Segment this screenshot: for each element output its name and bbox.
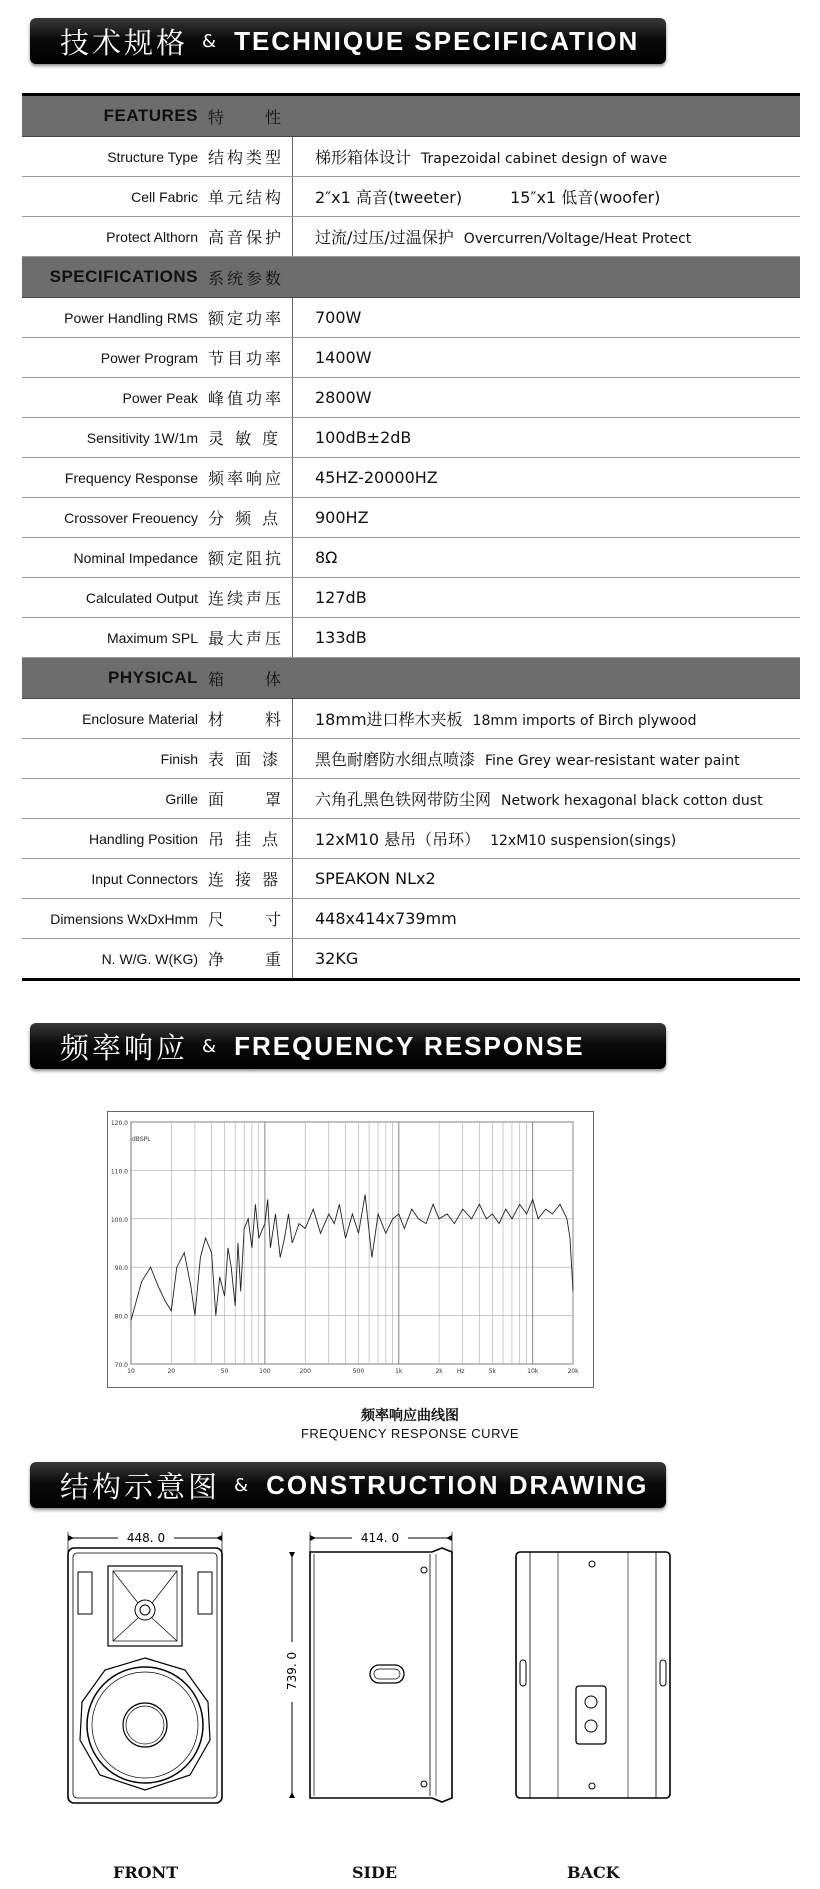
row-value-en: Overcurren/Voltage/Heat Protect [463, 231, 692, 247]
row-value-en: 12xM10 suspension(sings) [490, 833, 677, 849]
row-value-zh: 黑色耐磨防水细点喷漆 [315, 750, 476, 769]
features-header-en: FEATURES [22, 95, 208, 137]
row-label-zh: 单元结构 [208, 177, 293, 217]
table-row [22, 699, 800, 739]
physical-header-row [22, 658, 800, 699]
row-value-zh: 127dB [315, 588, 367, 607]
features-header-zh: 特 性 [208, 95, 293, 137]
row-value [293, 859, 801, 899]
features-header-row [22, 95, 800, 137]
row-value [293, 939, 801, 980]
table-row [22, 899, 800, 939]
table-row [22, 939, 800, 980]
physical-header-fill [293, 658, 801, 699]
side-drawing [280, 1530, 470, 1810]
y-tick-label: 70.0 [114, 1362, 128, 1369]
row-value [293, 137, 801, 177]
back-drawing [508, 1530, 678, 1810]
row-label-en: Crossover Freouency [22, 498, 208, 538]
freq-banner-en: FREQUENCY RESPONSE [234, 1030, 585, 1061]
x-tick-label: 5k [488, 1368, 497, 1375]
front-width-dim: 448. 0 [126, 1531, 166, 1545]
row-value-en: Fine Grey wear-resistant water paint [485, 753, 740, 769]
row-label-zh: 尺 寸 [208, 899, 293, 939]
construction-banner-amp: & [234, 1474, 249, 1496]
row-value [293, 739, 801, 779]
x-tick-label: 50 [220, 1368, 229, 1375]
x-tick-label: 2k [435, 1368, 443, 1375]
row-label-en: N. W/G. W(KG) [22, 939, 208, 980]
row-value-zh: 900HZ [315, 508, 369, 527]
row-label-en: Dimensions WxDxHmm [22, 899, 208, 939]
row-value [293, 498, 801, 538]
row-value-en: 18mm imports of Birch plywood [472, 713, 697, 729]
row-label-en: Maximum SPL [22, 618, 208, 658]
row-label-zh: 结构类型 [208, 137, 293, 177]
y-tick-label: 120.0 [110, 1120, 128, 1127]
y-tick-label: 100.0 [110, 1216, 128, 1224]
row-value [293, 458, 801, 498]
x-tick-label: 200 [299, 1368, 311, 1375]
row-label-en: Nominal Impedance [22, 538, 208, 578]
row-value-zh: 2″x1 高音(tweeter) 15″x1 低音(woofer) [315, 188, 661, 207]
row-value-zh: 梯形箱体设计 [315, 148, 412, 167]
row-label-zh: 高音保护 [208, 217, 293, 257]
row-value-en: Network hexagonal black cotton dust [501, 793, 763, 809]
row-label-zh: 分 频 点 [208, 498, 293, 538]
row-label-zh: 面 罩 [208, 779, 293, 819]
x-tick-label: 20k [567, 1368, 579, 1375]
row-value [293, 338, 801, 378]
specifications-header-en: SPECIFICATIONS [22, 257, 208, 298]
specifications-header-fill [293, 257, 801, 298]
freq-banner-amp: & [202, 1035, 217, 1057]
table-row [22, 177, 800, 217]
row-label-zh: 连 接 器 [208, 859, 293, 899]
side-label: SIDE [352, 1863, 398, 1882]
y-tick-label: 90.0 [114, 1265, 128, 1273]
row-label-zh: 额定功率 [208, 298, 293, 338]
row-label-zh: 吊 挂 点 [208, 819, 293, 859]
row-label-en: Input Connectors [22, 859, 208, 899]
row-value [293, 298, 801, 338]
table-row [22, 498, 800, 538]
table-row [22, 378, 800, 418]
row-label-en: Cell Fabric [22, 177, 208, 217]
row-value [293, 418, 801, 458]
x-tick-label: 500 [352, 1368, 365, 1375]
row-label-en: Handling Position [22, 819, 208, 859]
row-value-zh: 448x414x739mm [315, 909, 457, 928]
table-row [22, 578, 800, 618]
y-tick-label: 110.0 [110, 1168, 128, 1176]
row-value-zh: 12xM10 悬吊（吊环） [315, 830, 481, 849]
row-label-en: Frequency Response [22, 458, 208, 498]
row-label-zh: 材 料 [208, 699, 293, 739]
row-value [293, 177, 801, 217]
construction-banner-en: CONSTRUCTION DRAWING [266, 1469, 649, 1500]
physical-header-zh: 箱 体 [208, 658, 293, 699]
y-axis-label: dBSPL [132, 1136, 151, 1143]
row-value-zh: 8Ω [315, 548, 338, 567]
table-row [22, 739, 800, 779]
row-label-zh: 灵 敏 度 [208, 418, 293, 458]
row-label-zh: 频率响应 [208, 458, 293, 498]
row-label-en: Grille [22, 779, 208, 819]
row-value-zh: 六角孔黑色铁网带防尘网 [315, 790, 492, 809]
row-value [293, 217, 801, 257]
table-row [22, 458, 800, 498]
row-value [293, 538, 801, 578]
spec-banner-amp: & [202, 30, 217, 52]
row-label-zh: 连续声压 [208, 578, 293, 618]
table-row [22, 538, 800, 578]
row-label-en: Structure Type [22, 137, 208, 177]
table-row [22, 418, 800, 458]
x-tick-label: 10 [127, 1368, 135, 1375]
row-value [293, 618, 801, 658]
row-value [293, 819, 801, 859]
y-tick-label: 80.0 [114, 1313, 128, 1321]
row-value [293, 378, 801, 418]
chart-caption-zh: 频率响应曲线图 [361, 1408, 459, 1424]
row-label-en: Finish [22, 739, 208, 779]
construction-banner [30, 1462, 666, 1508]
row-value [293, 699, 801, 739]
table-row [22, 859, 800, 899]
x-tick-label: 100 [259, 1368, 271, 1375]
row-value-zh: 2800W [315, 388, 372, 407]
row-label-zh: 峰值功率 [208, 378, 293, 418]
response-curve [131, 1195, 573, 1321]
row-value-zh: 过流/过压/过温保护 [315, 228, 454, 247]
row-label-zh: 表 面 漆 [208, 739, 293, 779]
side-width-dim: 414. 0 [360, 1531, 400, 1545]
table-row [22, 298, 800, 338]
table-row [22, 779, 800, 819]
row-label-en: Sensitivity 1W/1m [22, 418, 208, 458]
chart-caption-en: FREQUENCY RESPONSE CURVE [300, 1426, 520, 1441]
table-row [22, 137, 800, 177]
construction-banner-zh: 结构示意图 [60, 1469, 221, 1504]
spec-table [22, 93, 800, 981]
frequency-chart-svg [108, 1112, 593, 1387]
row-label-zh: 节目功率 [208, 338, 293, 378]
row-value-zh: 18mm进口桦木夹板 [315, 710, 463, 729]
spec-banner-zh: 技术规格 [60, 25, 189, 60]
x-tick-label: 10k [527, 1368, 539, 1375]
frequency-chart [107, 1111, 594, 1388]
row-label-en: Enclosure Material [22, 699, 208, 739]
row-value-zh: 100dB±2dB [315, 428, 412, 447]
front-drawing [60, 1530, 230, 1810]
freq-banner [30, 1023, 666, 1069]
table-row [22, 338, 800, 378]
row-value-en: Trapezoidal cabinet design of wave [421, 151, 668, 167]
row-label-en: Power Handling RMS [22, 298, 208, 338]
x-tick-label: Hz [456, 1368, 465, 1375]
row-value-zh: SPEAKON NLx2 [315, 869, 436, 888]
spec-banner-en: TECHNIQUE SPECIFICATION [234, 25, 640, 56]
x-tick-label: 20 [167, 1368, 176, 1375]
row-label-en: Calculated Output [22, 578, 208, 618]
row-value-zh: 32KG [315, 949, 359, 968]
row-value [293, 578, 801, 618]
row-label-zh: 净 重 [208, 939, 293, 980]
table-row [22, 618, 800, 658]
row-value-zh: 133dB [315, 628, 367, 647]
row-label-en: Power Program [22, 338, 208, 378]
physical-header-en: PHYSICAL [22, 658, 208, 699]
row-value-zh: 45HZ-20000HZ [315, 468, 438, 487]
row-value-zh: 1400W [315, 348, 372, 367]
row-value [293, 779, 801, 819]
row-label-zh: 额定阻抗 [208, 538, 293, 578]
spec-banner [30, 18, 666, 64]
specifications-header-row [22, 257, 800, 298]
x-tick-label: 1k [395, 1368, 403, 1375]
features-header-fill [293, 95, 801, 137]
specifications-header-zh: 系统参数 [208, 257, 293, 298]
row-value [293, 899, 801, 939]
back-label: BACK [567, 1863, 620, 1882]
row-label-zh: 最大声压 [208, 618, 293, 658]
table-row [22, 217, 800, 257]
row-label-en: Power Peak [22, 378, 208, 418]
row-label-en: Protect Althorn [22, 217, 208, 257]
plot-frame [131, 1122, 573, 1364]
freq-banner-zh: 频率响应 [60, 1030, 189, 1065]
front-label: FRONT [113, 1863, 179, 1882]
side-height-dim: 739. 0 [285, 1651, 299, 1690]
row-value-zh: 700W [315, 308, 362, 327]
table-row [22, 819, 800, 859]
